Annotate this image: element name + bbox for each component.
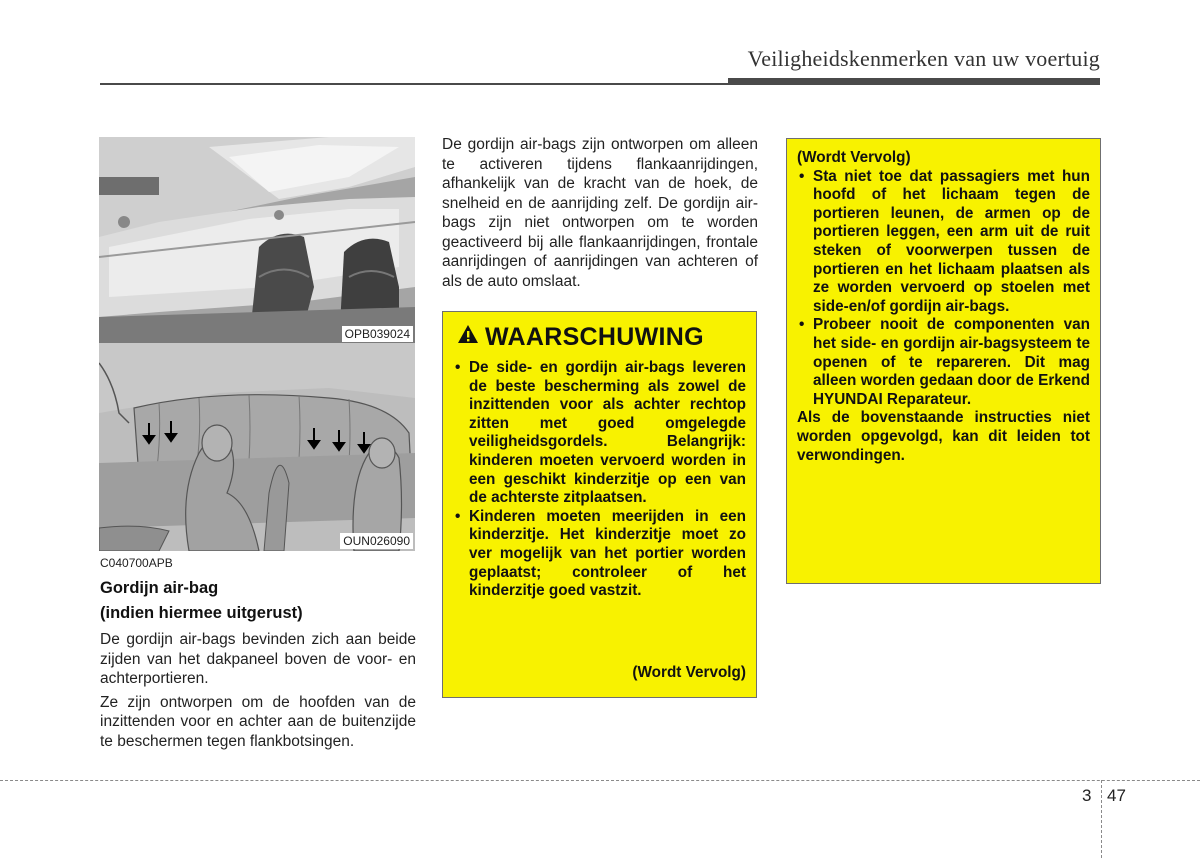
warning-triangle-icon: [457, 324, 479, 350]
warning-bullet: • Sta niet toe dat passagiers met hun hoofd of het lichaam tegen de portieren leunen, de armen op de portieren leggen, een arm uit de ruit steken of voorwerpen tussen de portieren en het lichaam plaatsen als ze worden vervoerd op stoelen met side-en/of gordijn air-bags.: [799, 167, 1090, 315]
page-header-title: Veiligheidskenmerken van uw voertuig: [747, 46, 1100, 71]
warning-bullet: • Kinderen moeten meerijden in een kinderzitje. Het kinderzitje moet zo ver mogelijk van het portier worden geplaatst; controleer of het kinderzitje goed vastzit.: [455, 507, 746, 600]
continuation-label: (Wordt Vervolg): [797, 149, 911, 166]
section-column-2: [442, 135, 758, 291]
warning-bullet: • Probeer nooit de componenten van het side- en gordijn air-bagsysteem te openen of te repareren. Dit mag alleen worden gedaan door de Erkend HYUNDAI Reparateur.: [799, 316, 1090, 408]
body-paragraph: Ze zijn ontworpen om de hoofden van de inzittenden voor en achter aan de buitenzijde te beschermen tegen flankbotsingen.: [100, 693, 416, 750]
car-interior-photo: [99, 137, 415, 344]
warning-title: WAARSCHUWING: [485, 323, 704, 351]
warning-bullet-text: Kinderen moeten meerijden in een kinderzitje. Het kinderzitje moet zo ver mogelijk van het portier worden geplaatst; controleer of het kinderzitje goed vastzit.: [469, 507, 746, 600]
warning-bullet-text: Probeer nooit de componenten van het side- en gordijn air-bagsysteem te openen of te repareren. Dit mag alleen worden gedaan door de Erkend HYUNDAI Reparateur.: [813, 316, 1090, 408]
curtain-airbag-illustration: [99, 343, 415, 551]
body-paragraph: De gordijn air-bags bevinden zich aan beide zijden van het dakpaneel boven de voor- en achterportieren.: [100, 631, 416, 687]
section-heading: Gordijn air-bag: [100, 579, 219, 597]
warning-header: [457, 322, 746, 352]
chapter-number: 3: [1082, 786, 1092, 805]
warning-bullet: • De side- en gordijn air-bags leveren de beste bescherming als zowel de inzittenden voor als achter rechtop zitten met goed omgelegde veiligheidsgordels. Belangrijk: kinderen moeten vervoerd worden in een geschikt kinderzitje op een van de achterste zitplaatsen.: [455, 359, 746, 507]
footer-divider: [1101, 780, 1102, 858]
document-code: C040700APB: [100, 556, 173, 570]
header-rule-accent: [728, 78, 1100, 85]
continued-label: (Wordt Vervolg): [632, 664, 746, 682]
warning-closing-text: Als de bovenstaande instructies niet worden opgevolgd, kan dit leiden tot verwondingen.: [797, 409, 1090, 464]
photo-code: OPB039024: [342, 326, 413, 342]
warning-bullet-text: Sta niet toe dat passagiers met hun hoofd of het lichaam tegen de portieren leunen, de armen op de portieren leggen, een arm uit de ruit steken of voorwerpen tussen de portieren en het lichaam plaatsen als ze worden vervoerd op stoelen met side-en/of gordijn air-bags.: [813, 167, 1090, 315]
warning-continuation-box: [786, 138, 1101, 584]
section-subheading: (indien hiermee uitgerust): [100, 604, 303, 622]
page-number: 47: [1107, 786, 1126, 805]
section-column-1: [100, 556, 416, 751]
body-paragraph: De gordijn air-bags zijn ontworpen om alleen te activeren tijdens flankaanrijdingen, afhankelijk van de kracht van de hoek, de snelheid en de aanrijding zelf. De gordijn air-bags zijn niet ontworpen om te worden geactiveerd bij alle flankaanrijdingen, frontale aanrijdingen of aanrijdingen van achteren of als de auto omslaat.: [442, 136, 758, 290]
warning-box: [442, 311, 757, 698]
footer-rule: [0, 780, 1200, 781]
photo-code: OUN026090: [340, 533, 413, 549]
warning-bullet-text: De side- en gordijn air-bags leveren de beste bescherming als zowel de inzittenden voor als achter rechtop zitten met goed omgelegde veiligheidsgordels. Belangrijk: kinderen moeten vervoerd worden in een geschikt kinderzitje op een van de achterste zitplaatsen.: [469, 359, 746, 507]
